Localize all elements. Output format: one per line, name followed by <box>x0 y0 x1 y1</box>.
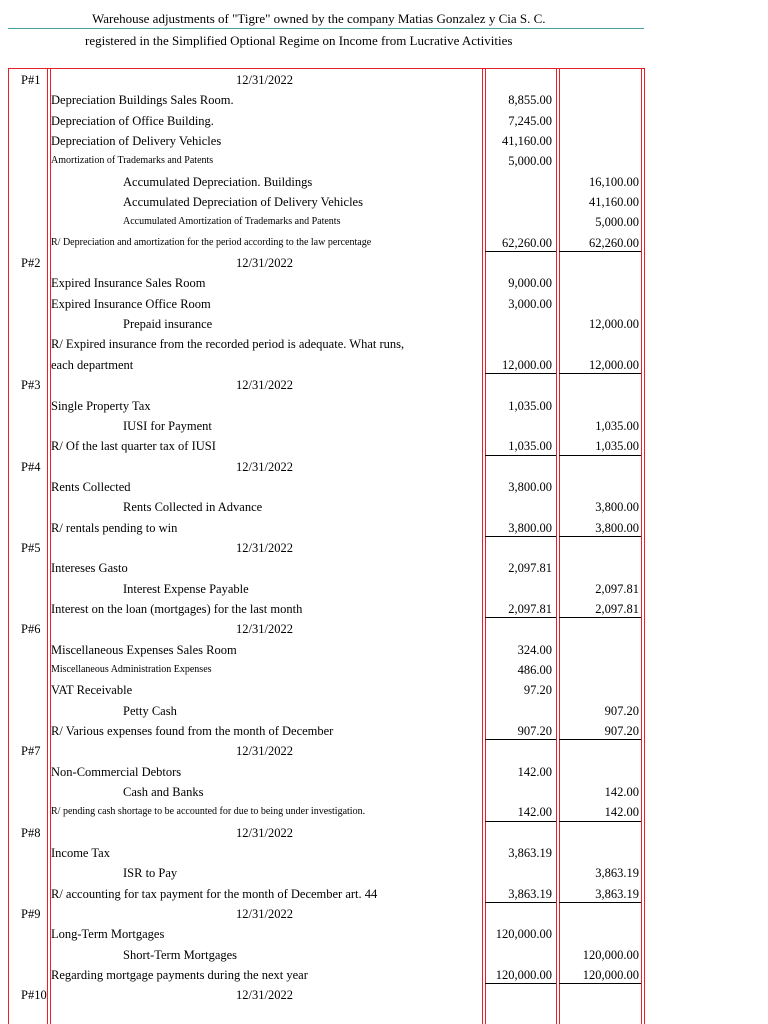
entry-line-row <box>0 151 768 171</box>
total-rule <box>485 536 556 537</box>
credit-amount: 2,097.81 <box>595 601 639 616</box>
title-divider <box>8 28 644 29</box>
entry-date: 12/31/2022 <box>236 540 293 555</box>
entry-description: each department <box>51 357 134 372</box>
total-rule <box>485 739 556 740</box>
entry-date: 12/31/2022 <box>236 907 293 922</box>
entry-line-row <box>0 334 768 354</box>
debit-account-name: Long-Term Mortgages <box>51 927 165 942</box>
credit-amount: 907.20 <box>604 703 639 718</box>
entry-description: R/ pending cash shortage to be accounted for due to being under investigation. <box>51 806 366 818</box>
debit-account-name: Rents Collected <box>51 479 131 494</box>
credit-amount: 142.00 <box>604 805 639 820</box>
entry-line-row <box>0 680 768 700</box>
total-rule <box>559 455 641 456</box>
credit-account-name: IUSI for Payment <box>123 418 212 433</box>
debit-amount: 142.00 <box>517 805 552 820</box>
debit-amount: 3,863.19 <box>508 886 552 901</box>
credit-amount: 142.00 <box>604 785 639 800</box>
credit-account-name: Petty Cash <box>123 703 177 718</box>
total-rule <box>485 455 556 456</box>
entry-line-row <box>0 863 768 883</box>
entry-date: 12/31/2022 <box>236 256 293 271</box>
debit-account-name: Depreciation Buildings Sales Room. <box>51 93 234 108</box>
credit-account-name: Cash and Banks <box>123 785 204 800</box>
debit-amount: 2,097.81 <box>508 561 552 576</box>
entry-line-row <box>0 843 768 863</box>
debit-amount: 1,035.00 <box>508 398 552 413</box>
document-title: Warehouse adjustments of "Tigre" owned by the company Matias Gonzalez y Cia S. C. <box>92 11 546 26</box>
credit-account-name: Accumulated Depreciation of Delivery Vehicles <box>123 195 363 210</box>
credit-amount: 12,000.00 <box>589 357 639 372</box>
credit-account-name: Prepaid insurance <box>123 317 213 332</box>
credit-amount: 120,000.00 <box>582 947 639 962</box>
debit-amount: 12,000.00 <box>502 357 552 372</box>
debit-amount: 9,000.00 <box>508 276 552 291</box>
entry-header-row <box>0 619 768 639</box>
credit-account-name: Accumulated Depreciation. Buildings <box>123 174 313 189</box>
debit-amount: 41,160.00 <box>502 134 552 149</box>
debit-amount: 486.00 <box>517 662 552 677</box>
debit-account-name: Income Tax <box>51 846 110 861</box>
entry-line-row <box>0 90 768 110</box>
entry-number: P#3 <box>21 378 41 393</box>
credit-amount: 907.20 <box>604 724 639 738</box>
entry-description: R/ accounting for tax payment for the month of December art. 44 <box>51 886 378 901</box>
entry-line-row <box>0 558 768 578</box>
credit-account-name: Interest Expense Payable <box>123 581 249 596</box>
debit-account-name: R/ Expired insurance from the recorded period is adequate. What runs, <box>51 337 405 352</box>
entry-number: P#5 <box>21 540 41 555</box>
total-rule <box>559 251 641 252</box>
total-rule <box>485 821 556 822</box>
debit-amount: 3,000.00 <box>508 296 552 311</box>
entry-header-row <box>0 904 768 924</box>
debit-amount: 907.20 <box>517 724 552 738</box>
entry-line-row <box>0 396 768 416</box>
total-rule <box>559 536 641 537</box>
credit-amount: 62,260.00 <box>589 235 639 250</box>
debit-amount: 1,035.00 <box>508 439 552 454</box>
entry-date: 12/31/2022 <box>236 825 293 840</box>
document-subtitle: registered in the Simplified Optional Regime on Income from Lucrative Activities <box>85 33 513 48</box>
entry-total-row <box>0 355 768 375</box>
credit-amount: 3,800.00 <box>595 500 639 515</box>
entry-line-row <box>0 640 768 660</box>
entry-total-row <box>0 965 768 985</box>
debit-amount: 120,000.00 <box>495 927 552 942</box>
entry-line-row <box>0 660 768 680</box>
debit-amount: 3,800.00 <box>508 520 552 535</box>
entry-description: R/ Depreciation and amortization for the period according to the law percentage <box>51 236 372 248</box>
debit-amount: 142.00 <box>517 764 552 779</box>
credit-amount: 120,000.00 <box>582 968 639 983</box>
debit-amount: 62,260.00 <box>502 235 552 250</box>
debit-account-name: Amortization of Trademarks and Patents <box>51 155 214 167</box>
entry-number: P#8 <box>21 825 41 840</box>
debit-account-name: Miscellaneous Administration Expenses <box>51 663 212 675</box>
debit-account-name: Intereses Gasto <box>51 561 128 576</box>
entry-line-row <box>0 294 768 314</box>
credit-amount: 41,160.00 <box>589 195 639 210</box>
entry-line-row <box>0 579 768 599</box>
total-rule <box>559 617 641 618</box>
credit-amount: 3,863.19 <box>595 886 639 901</box>
entry-number: P#9 <box>21 907 41 922</box>
credit-account-name: ISR to Pay <box>123 866 178 881</box>
credit-account-name: Short-Term Mortgages <box>123 947 238 962</box>
credit-account-name: Rents Collected in Advance <box>123 500 263 515</box>
entry-total-row <box>0 436 768 456</box>
entry-total-row <box>0 233 768 253</box>
credit-amount: 3,800.00 <box>595 520 639 535</box>
entry-total-row <box>0 599 768 619</box>
entry-description: R/ Various expenses found from the month of December <box>51 724 334 738</box>
entry-total-row <box>0 802 768 822</box>
entry-date: 12/31/2022 <box>236 988 293 1003</box>
credit-account-name: Accumulated Amortization of Trademarks and Patents <box>123 216 341 228</box>
debit-amount: 3,800.00 <box>508 479 552 494</box>
debit-account-name: Expired Insurance Office Room <box>51 296 211 311</box>
entry-line-row <box>0 131 768 151</box>
entry-header-row <box>0 457 768 477</box>
entry-description: Interest on the loan (mortgages) for the last month <box>51 601 303 616</box>
debit-amount: 120,000.00 <box>495 968 552 983</box>
entry-header-row <box>0 985 768 1005</box>
entry-line-row <box>0 497 768 517</box>
debit-account-name: Expired Insurance Sales Room <box>51 276 206 291</box>
credit-amount: 1,035.00 <box>595 418 639 433</box>
entry-line-row <box>0 701 768 721</box>
total-rule <box>485 373 556 374</box>
ledger-top-border <box>8 68 644 69</box>
entry-date: 12/31/2022 <box>236 378 293 393</box>
entry-line-row <box>0 416 768 436</box>
entry-date: 12/31/2022 <box>236 622 293 637</box>
entry-line-row <box>0 477 768 497</box>
total-rule <box>559 821 641 822</box>
total-rule <box>559 983 641 984</box>
credit-amount: 2,097.81 <box>595 581 639 596</box>
journal-ledger <box>0 70 768 1006</box>
debit-amount: 2,097.81 <box>508 601 552 616</box>
credit-amount: 3,863.19 <box>595 866 639 881</box>
entry-number: P#2 <box>21 256 41 271</box>
debit-account-name: Depreciation of Office Building. <box>51 113 214 128</box>
entry-line-row <box>0 273 768 293</box>
debit-account-name: Single Property Tax <box>51 398 151 413</box>
total-rule <box>485 902 556 903</box>
credit-amount: 16,100.00 <box>589 174 639 189</box>
entry-date: 12/31/2022 <box>236 459 293 474</box>
credit-amount: 12,000.00 <box>589 317 639 332</box>
entry-header-row <box>0 823 768 843</box>
entry-line-row <box>0 212 768 232</box>
entry-description: Regarding mortgage payments during the next year <box>51 968 308 983</box>
entry-header-row <box>0 741 768 761</box>
entry-line-row <box>0 945 768 965</box>
debit-amount: 97.20 <box>523 683 552 698</box>
entry-header-row <box>0 253 768 273</box>
entry-description: R/ rentals pending to win <box>51 520 178 535</box>
credit-amount: 1,035.00 <box>595 439 639 454</box>
entry-number: P#1 <box>21 73 41 87</box>
entry-number: P#7 <box>21 744 41 759</box>
entry-total-row <box>0 721 768 741</box>
entry-line-row <box>0 172 768 192</box>
total-rule <box>559 902 641 903</box>
entry-line-row <box>0 924 768 944</box>
total-rule <box>559 739 641 740</box>
debit-amount: 324.00 <box>517 642 552 657</box>
total-rule <box>559 373 641 374</box>
debit-account-name: Depreciation of Delivery Vehicles <box>51 134 222 149</box>
total-rule <box>485 251 556 252</box>
entry-date: 12/31/2022 <box>236 744 293 759</box>
entry-line-row <box>0 111 768 131</box>
debit-account-name: Miscellaneous Expenses Sales Room <box>51 642 237 657</box>
credit-amount: 5,000.00 <box>595 215 639 230</box>
debit-amount: 3,863.19 <box>508 846 552 861</box>
entry-total-row <box>0 884 768 904</box>
debit-amount: 5,000.00 <box>508 154 552 169</box>
entry-number: P#4 <box>21 459 41 474</box>
entry-number: P#6 <box>21 622 41 637</box>
entry-line-row <box>0 192 768 212</box>
debit-amount: 8,855.00 <box>508 93 552 108</box>
entry-date: 12/31/2022 <box>236 73 293 87</box>
entry-line-row <box>0 762 768 782</box>
total-rule <box>485 983 556 984</box>
entry-header-row <box>0 375 768 395</box>
entry-number: P#10 <box>21 988 47 1003</box>
entry-line-row <box>0 782 768 802</box>
entry-line-row <box>0 314 768 334</box>
entry-header-row <box>0 538 768 558</box>
entry-total-row <box>0 518 768 538</box>
entry-description: R/ Of the last quarter tax of IUSI <box>51 439 216 454</box>
debit-account-name: Non-Commercial Debtors <box>51 764 182 779</box>
debit-amount: 7,245.00 <box>508 113 552 128</box>
debit-account-name: VAT Receivable <box>51 683 133 698</box>
total-rule <box>485 617 556 618</box>
entry-header-row <box>0 70 768 90</box>
